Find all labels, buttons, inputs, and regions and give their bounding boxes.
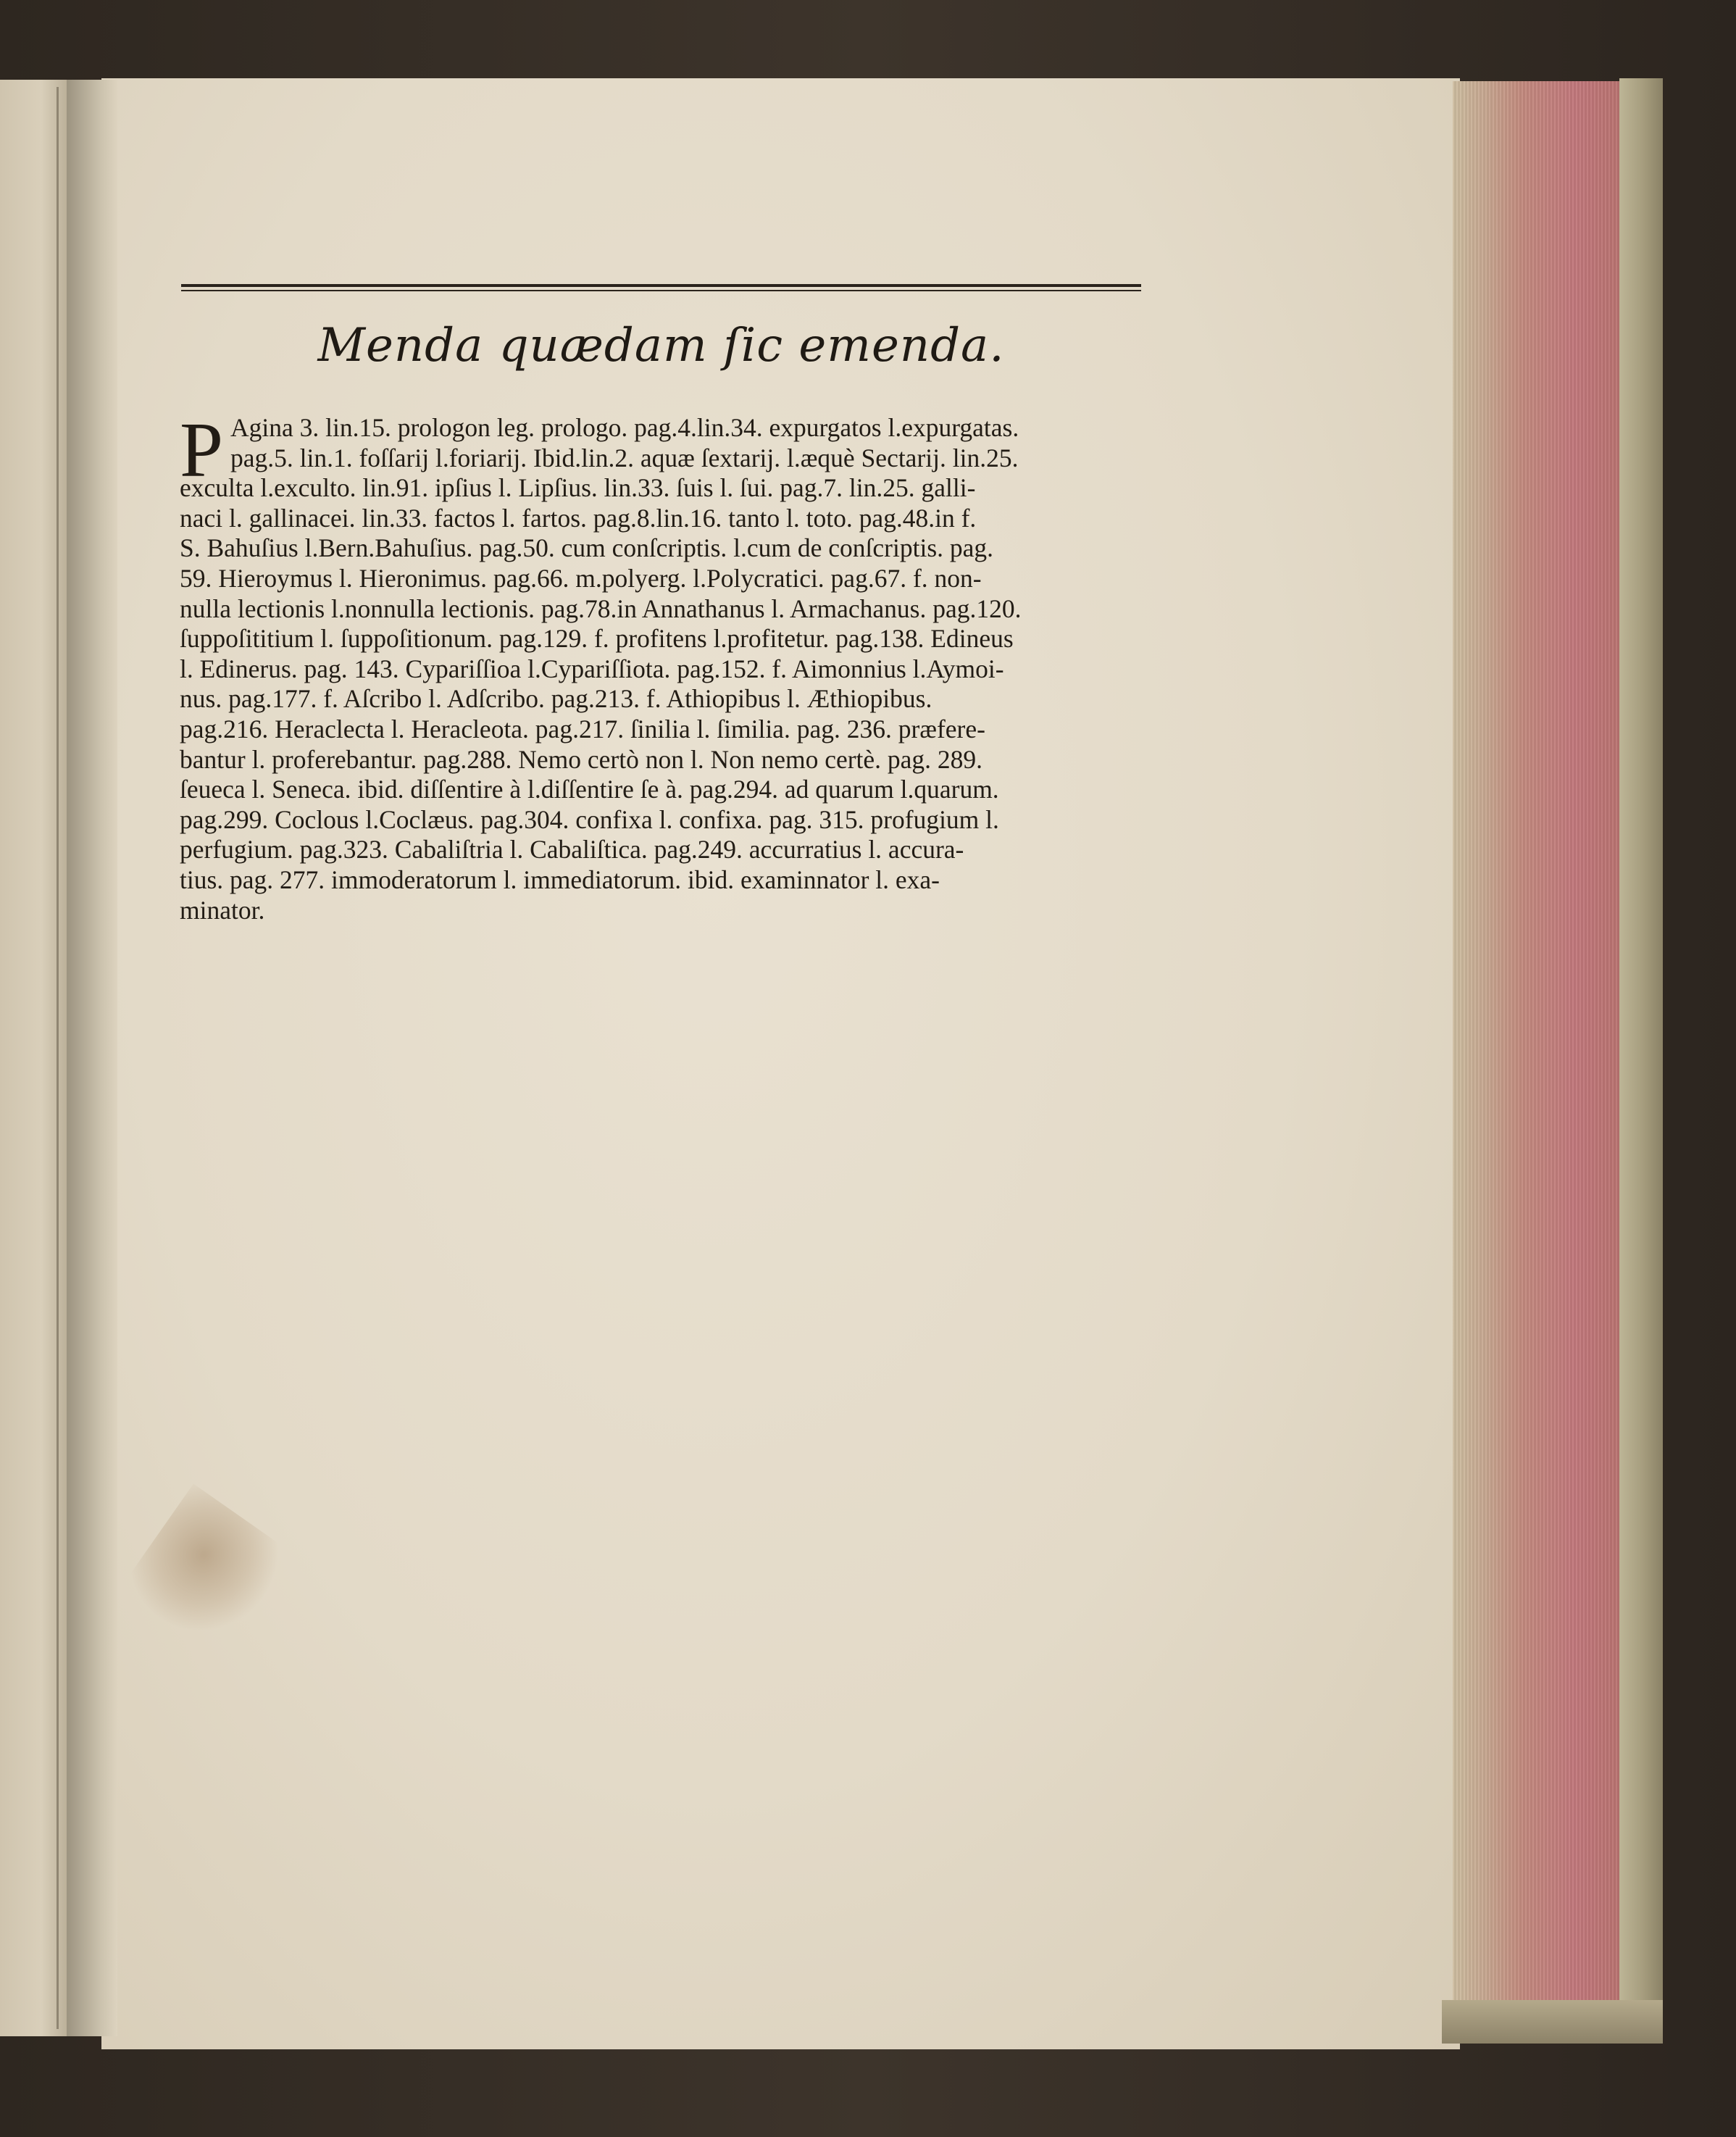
- text-line: nus. pag.177. f. Aſcribo l. Adſcribo. pag.213. f. Athiopibus l. Æthiopibus.: [180, 684, 932, 714]
- text-line: ſuppoſititium l. ſuppoſitionum. pag.129. f. profitens l.profitetur. pag.138. Edineus: [180, 624, 1014, 654]
- text-line: pag.216. Heraclecta l. Heracleota. pag.217. ſinilia l. ſimilia. pag. 236. præfere-: [180, 714, 985, 743]
- text-line: pag.5. lin.1. foſſarij l.foriarij. Ibid.lin.2. aquæ ſextarij. l.æquè Sectarij. lin.25.: [230, 443, 1019, 472]
- left-page-margin-line: [57, 87, 59, 2029]
- errata-text: [180, 407, 1194, 925]
- book-board-bottom: [1442, 2000, 1663, 2044]
- text-line: minator.: [180, 895, 265, 925]
- book-cover-edge: [1619, 78, 1663, 2013]
- text-line: bantur l. proferebantur. pag.288. Nemo certò non l. Non nemo certè. pag. 289.: [180, 744, 983, 774]
- text-line: Agina 3. lin.15. prologon leg. prologo. pag.4.lin.34. expurgatos l.expurgatas.: [230, 413, 1019, 442]
- drop-cap: P: [180, 407, 224, 493]
- text-line: exculta l.exculto. lin.91. ipſius l. Lipſius. lin.33. ſuis l. ſui. pag.7. lin.25. galli-: [180, 473, 976, 503]
- text-line: tius. pag. 277. immoderatorum l. immediatorum. ibid. examinnator l. exa-: [180, 865, 940, 894]
- text-line: perfugium. pag.323. Cabaliſtria l. Cabaliſtica. pag.249. accurratius l. accura-: [180, 835, 964, 865]
- text-line: nulla lectionis l.nonnulla lectionis. pag.78.in Annathanus l. Armachanus. pag.120.: [180, 593, 1022, 623]
- text-line: S. Bahuſius l.Bern.Bahuſius. pag.50. cum conſcriptis. l.cum de conſcriptis. pag.: [180, 533, 994, 563]
- header-rule: [181, 284, 1141, 291]
- text-line: pag.299. Coclous l.Coclæus. pag.304. confixa l. confixa. pag. 315. profugium l.: [180, 804, 999, 834]
- text-line: naci l. gallinacei. lin.33. factos l. fartos. pag.8.lin.16. tanto l. toto. pag.48.in f.: [180, 503, 977, 533]
- text-line: ſeueca l. Seneca. ibid. diſſentire à l.diſſentire ſe à. pag.294. ad quarum l.quarum.: [180, 775, 999, 804]
- book-gutter: [67, 80, 117, 2036]
- text-line: 59. Hieroymus l. Hieronimus. pag.66. m.polyerg. l.Polycratici. pag.67. f. non-: [180, 563, 982, 593]
- text-line: l. Edinerus. pag. 143. Cypariſſioa l.Cypariſſiota. pag.152. f. Aimonnius l.Aymoi-: [180, 654, 1004, 683]
- page-title: Menda quædam ſic emenda.: [317, 319, 1005, 372]
- page-edges: [1453, 81, 1627, 2009]
- page: [101, 78, 1460, 2049]
